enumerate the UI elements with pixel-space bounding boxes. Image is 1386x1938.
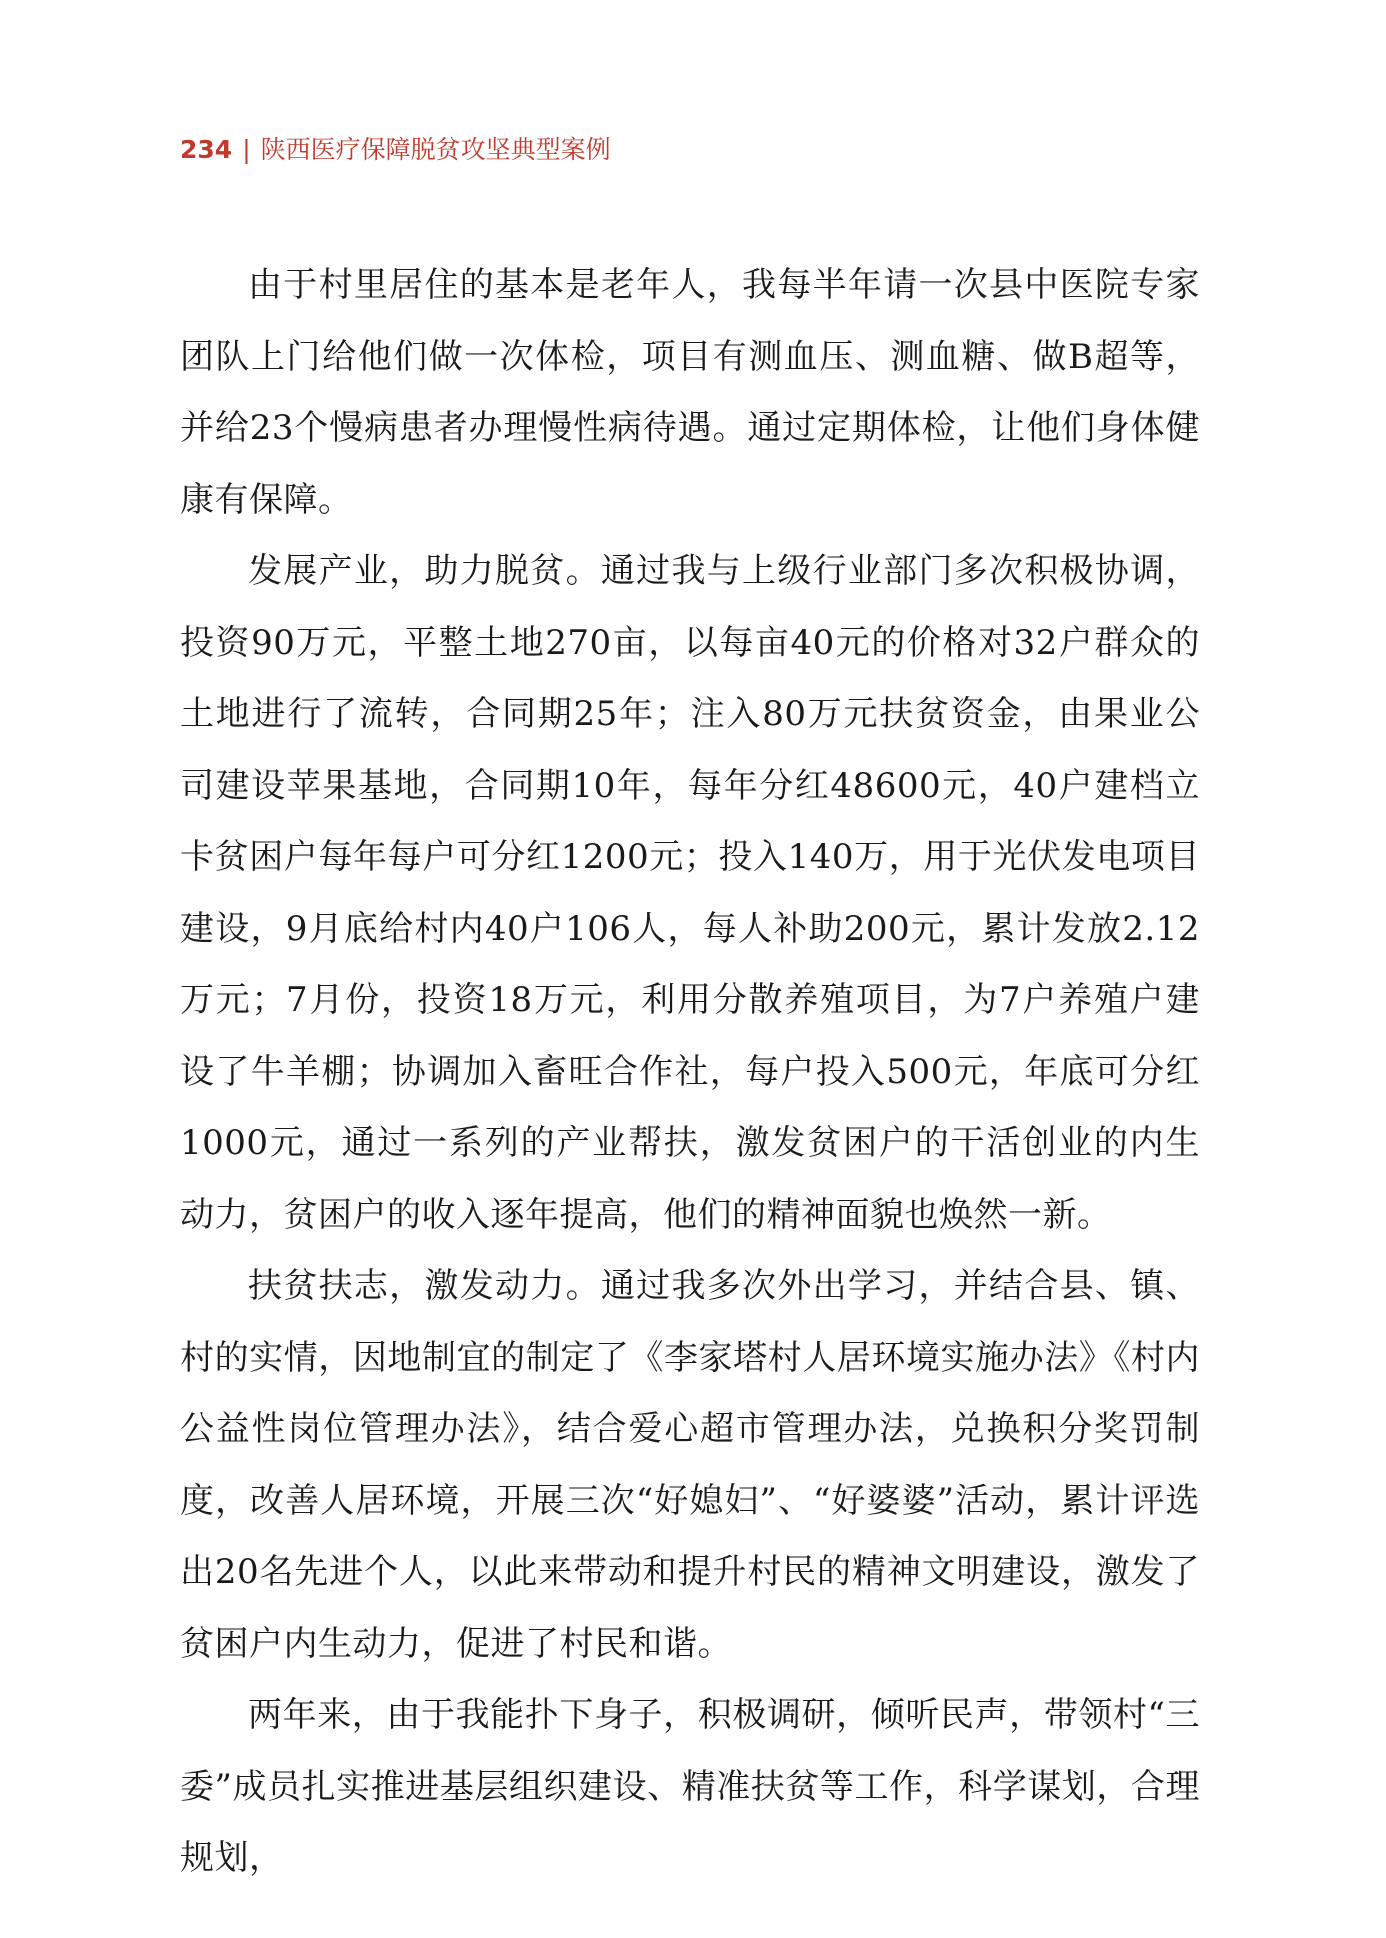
body-text <box>180 250 1200 1895</box>
header-divider: | <box>242 135 251 164</box>
paragraph: 发展产业，助力脱贫。通过我与上级行业部门多次积极协调，投资90万元，平整土地270亩，以每亩40元的价格对32户群众的土地进行了流转，合同期25年；注入80万元扶贫资金，由果业公司建设苹果基地，合同期10年，每年分红48600元，40户建档立卡贫困户每年每户可分红1200元；投入140万，用于光伏发电项目建设，9月底给村内40户106人，每人补助200元，累计发放2.12万元；7月份，投资18万元，利用分散养殖项目，为7户养殖户建设了牛羊棚；协调加入畜旺合作社，每户投入500元，年底可分红1000元，通过一系列的产业帮扶，激发贫困户的干活创业的内生动力，贫困户的收入逐年提高，他们的精神面貌也焕然一新。 <box>180 551 1200 1235</box>
paragraph: 由于村里居住的基本是老年人，我每半年请一次县中医院专家团队上门给他们做一次体检，项目有测血压、测血糖、做B超等，并给23个慢病患者办理慢性病待遇。通过定期体检，让他们身体健康有保障。 <box>180 265 1200 520</box>
running-header <box>180 130 611 166</box>
paragraph: 扶贫扶志，激发动力。通过我多次外出学习，并结合县、镇、村的实情，因地制宜的制定了《李家塔村人居环境实施办法》《村内公益性岗位管理办法》，结合爱心超市管理办法，兑换积分奖罚制度，改善人居环境，开展三次“好媳妇”、“好婆婆”活动，累计评选出20名先进个人，以此来带动和提升村民的精神文明建设，激发了贫困户内生动力，促进了村民和谐。 <box>180 1266 1200 1664</box>
book-title: 陕西医疗保障脱贫攻坚典型案例 <box>260 135 611 164</box>
paragraph: 两年来，由于我能扑下身子，积极调研，倾听民声，带领村“三委”成员扎实推进基层组织建设、精准扶贫等工作，科学谋划，合理规划， <box>180 1695 1200 1878</box>
page-number: 234 <box>180 135 233 164</box>
